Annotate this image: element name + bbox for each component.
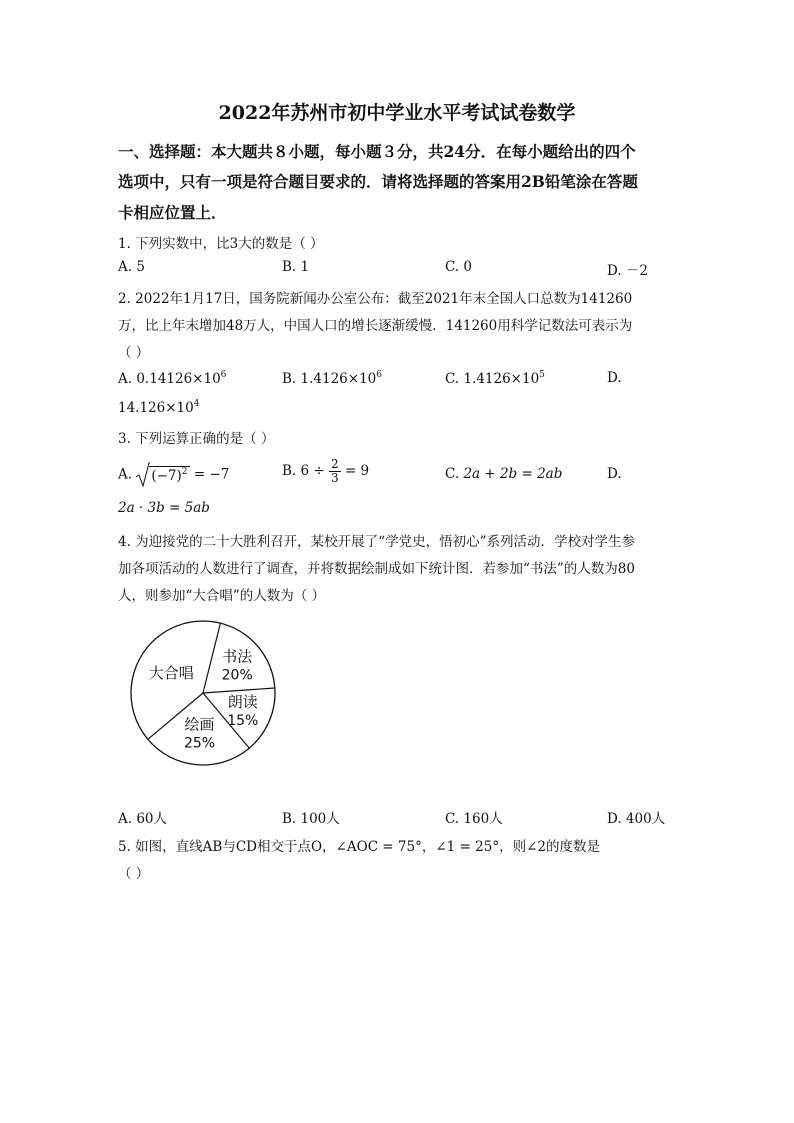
q2-option-b-mantissa: 1.4126×10	[300, 371, 377, 387]
question-4-line3: 人，则参加“大合唱”的人数为（ ）	[118, 588, 326, 604]
page-title: 2022年苏州市初中学业水平考试试卷数学	[218, 102, 576, 124]
q2-option-a-exponent: 6	[220, 370, 227, 380]
question-4-line2: 加各项活动的人数进行了调查，并将数据绘制成如下统计图．若参加“书法”的人数为80	[118, 561, 635, 577]
q1-option-c: C. 0	[445, 259, 473, 275]
pie-slice-value: 15%	[227, 712, 259, 729]
radical-sign-icon	[136, 462, 150, 488]
q3-option-a	[118, 462, 229, 488]
q1-option-d: D. －2	[607, 263, 649, 279]
q2-option-b	[282, 370, 382, 387]
q2-option-a-mantissa: 0.14126×10	[136, 371, 221, 387]
q1-option-b: B. 1	[282, 259, 310, 275]
question-5-line2: （ ）	[118, 866, 150, 882]
q3-option-b-pre: 6 ÷	[300, 463, 325, 479]
q3-option-a-label: A.	[118, 466, 133, 483]
q4-option-b: B. 100人	[282, 811, 340, 827]
q3-option-d	[118, 500, 210, 516]
question-3-stem: 3. 下列运算正确的是（ ）	[118, 431, 275, 447]
question-2-line3: （ ）	[118, 345, 150, 361]
q3-option-a-inner: (−7)	[151, 468, 182, 484]
q4-option-d: D. 400人	[607, 811, 666, 827]
pie-slice-label: 大合唱	[148, 664, 194, 683]
question-1-stem: 1. 下列实数中，比3大的数是（ ）	[118, 236, 324, 252]
question-2-line2: 万，比上年末增加48万人，中国人口的增长逐渐缓慢．141260用科学记数法可表示为	[118, 318, 633, 334]
q1-option-a: A. 5	[118, 259, 145, 275]
pie-slice-label: 绘画	[184, 715, 215, 734]
question-5-line1: 5. 如图，直线AB与CD相交于点O，∠AOC = 75°，∠1 = 25°，则∠2的度数是	[118, 839, 600, 855]
q4-option-a: A. 60人	[118, 811, 168, 827]
q4-option-c: C. 160人	[445, 811, 503, 827]
pie-slice-value: 20%	[221, 667, 253, 684]
q3-option-d-expr: 2a · 3b = 5ab	[118, 500, 210, 516]
q3-option-b-rhs: = 9	[344, 463, 370, 479]
pie-chart	[125, 615, 285, 775]
q3-option-b-denominator: 3	[331, 471, 339, 485]
q3-option-b-fraction	[329, 458, 341, 485]
q2-option-d	[118, 399, 199, 416]
q3-option-b-numerator: 2	[331, 457, 339, 471]
section-heading-line1: 一、选择题：本大题共８小题，每小题３分，共24分．在每小题给出的四个	[118, 142, 636, 161]
q3-option-c-label: C.	[445, 466, 460, 482]
q2-option-c-exponent: 5	[539, 370, 545, 380]
pie-slice-label: 朗读	[227, 692, 258, 711]
section-heading-line2: 选项中，只有一项是符合题目要求的．请将选择题的答案用2B铅笔涂在答题	[118, 172, 638, 191]
question-4-line1: 4. 为迎接党的二十大胜利召开，某校开展了“学党史，悟初心”系列活动．学校对学生参	[118, 534, 635, 550]
q2-option-b-label: B.	[282, 371, 297, 387]
section-heading-line3: 卡相应位置上．	[118, 203, 227, 222]
question-2-line1: 2. 2022年1月17日，国务院新闻办公室公布：截至2021年末全国人口总数为141260	[118, 291, 633, 307]
q3-option-b-label: B.	[282, 463, 297, 479]
q2-option-d-exponent: 4	[193, 399, 200, 409]
q2-option-c-mantissa: 1.4126×10	[463, 371, 540, 387]
q2-option-a	[118, 370, 226, 387]
q3-option-a-exponent: 2	[181, 467, 188, 477]
q2-option-d-label: D.	[607, 370, 622, 386]
q3-option-a-rhs: = −7	[193, 466, 230, 483]
q3-option-c	[445, 466, 562, 482]
q2-option-c-label: C.	[445, 371, 460, 387]
q3-option-d-label: D.	[607, 466, 622, 482]
q3-option-a-sqrt	[136, 462, 189, 488]
q2-option-b-exponent: 6	[376, 370, 382, 380]
q3-option-c-expr: 2a + 2b = 2ab	[463, 466, 563, 482]
q2-option-c	[445, 370, 545, 387]
pie-slice-label: 书法	[222, 647, 253, 666]
q3-option-b	[282, 458, 369, 485]
pie-slice-value: 25%	[183, 735, 216, 752]
q2-option-d-mantissa: 14.126×10	[118, 400, 194, 416]
q2-option-a-label: A.	[118, 371, 133, 387]
